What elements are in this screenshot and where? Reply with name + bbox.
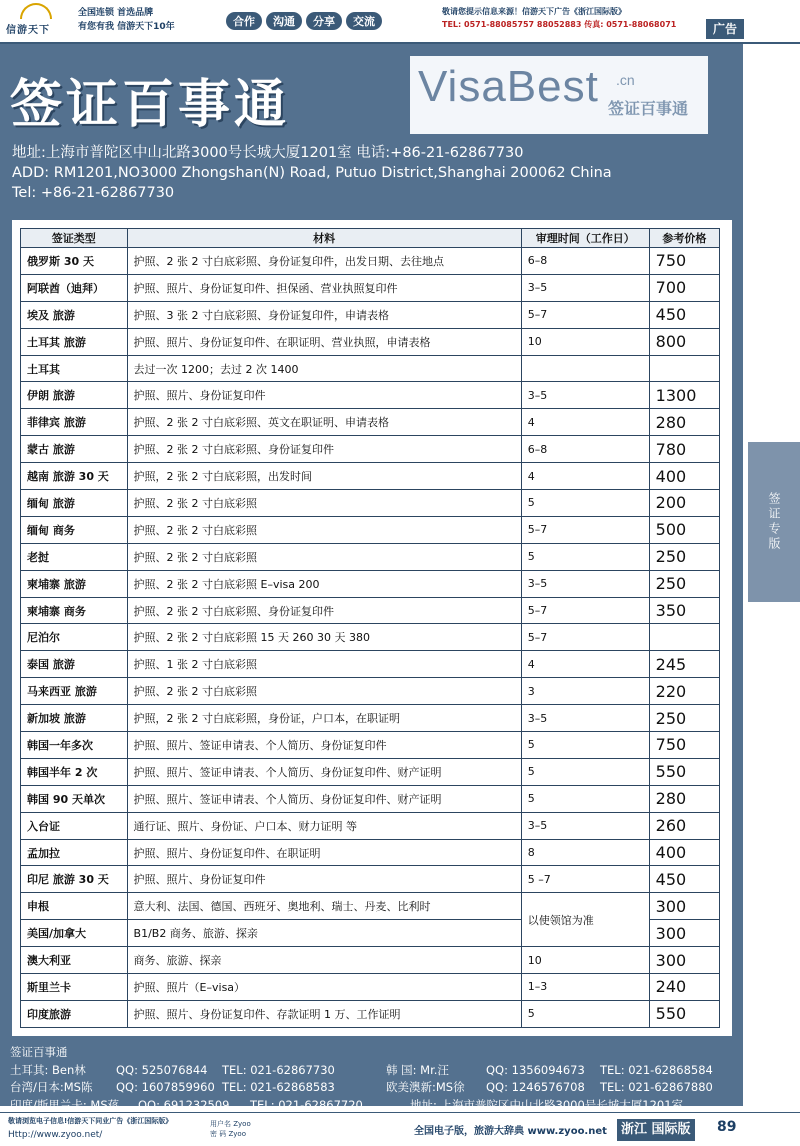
processing-time: 5 bbox=[521, 490, 649, 517]
table-row bbox=[21, 597, 720, 624]
edition-badge: 浙江 国际版 bbox=[617, 1119, 695, 1141]
table-row bbox=[21, 947, 720, 974]
visa-type: 韩国一年多次 bbox=[21, 732, 128, 759]
contact-qq: QQ: 691232509 bbox=[138, 1097, 230, 1112]
header-materials: 材料 bbox=[127, 229, 521, 248]
ad-tag: 广告 bbox=[706, 19, 744, 39]
visabest-subtitle: 签证百事通 bbox=[608, 99, 689, 118]
address-block bbox=[12, 143, 612, 203]
materials: 护照、照片、签证申请表、个人简历、身份证复印件、财产证明 bbox=[127, 785, 521, 812]
table-row bbox=[21, 812, 720, 839]
materials: 护照、1 张 2 寸白底彩照 bbox=[127, 651, 521, 678]
contact-footer bbox=[10, 1044, 735, 1114]
price: 300 bbox=[649, 893, 719, 920]
contact-tel: TEL: 021-62868584 bbox=[600, 1062, 713, 1077]
processing-time bbox=[521, 355, 649, 382]
brand-logo bbox=[6, 3, 64, 37]
price: 1300 bbox=[649, 382, 719, 409]
price: 300 bbox=[649, 920, 719, 947]
pass-value: Zyoo bbox=[228, 1130, 246, 1138]
table-header-row bbox=[21, 229, 720, 248]
visa-type: 菲律宾 旅游 bbox=[21, 409, 128, 436]
slogan-line-2: 有您有我 信游天下10年 bbox=[78, 22, 175, 32]
price: 280 bbox=[649, 409, 719, 436]
price: 400 bbox=[649, 839, 719, 866]
price: 250 bbox=[649, 570, 719, 597]
processing-time: 8 bbox=[521, 839, 649, 866]
materials: 护照、照片、身份证复印件、存款证明 1 万、工作证明 bbox=[127, 1000, 521, 1027]
processing-time: 10 bbox=[521, 947, 649, 974]
materials: 护照，2 张 2 寸白底彩照，身份证，户口本，在职证明 bbox=[127, 705, 521, 732]
login-info bbox=[210, 1119, 251, 1139]
contact-tel: TEL: 021-62867880 bbox=[600, 1080, 713, 1094]
footer-address: 地址: 上海市普陀区中山北路3000号长城大厦1201室 bbox=[410, 1097, 684, 1112]
materials: 护照、照片、身份证复印件 bbox=[127, 866, 521, 893]
main-panel bbox=[0, 44, 743, 1112]
table-row bbox=[21, 543, 720, 570]
contact-name: 台湾/日本:MS陈 bbox=[10, 1080, 93, 1094]
bottom-slogan: 全国电子版，旅游大辞典 www.zyoo.net bbox=[414, 1126, 607, 1137]
contact-qq: QQ: 525076844 bbox=[116, 1062, 208, 1077]
table-row bbox=[21, 974, 720, 1001]
visa-type: 斯里兰卡 bbox=[21, 974, 128, 1001]
pass-label: 密 码 bbox=[210, 1130, 227, 1138]
table-row bbox=[21, 570, 720, 597]
header-notice bbox=[442, 5, 706, 31]
visa-type: 马来西亚 旅游 bbox=[21, 678, 128, 705]
visa-type: 阿联酋（迪拜） bbox=[21, 274, 128, 301]
processing-time: 5 –7 bbox=[521, 866, 649, 893]
visa-type: 缅甸 旅游 bbox=[21, 490, 128, 517]
price: 250 bbox=[649, 705, 719, 732]
visa-type: 尼泊尔 bbox=[21, 624, 128, 651]
materials: 去过一次 1200；去过 2 次 1400 bbox=[127, 355, 521, 382]
price: 750 bbox=[649, 732, 719, 759]
materials: 护照、照片、身份证复印件、担保函、营业执照复印件 bbox=[127, 274, 521, 301]
contact-qq: QQ: 1246576708 bbox=[486, 1080, 585, 1094]
sun-icon bbox=[20, 3, 52, 19]
page-title: 签证百事通 bbox=[10, 75, 291, 135]
materials: 护照，2 张 2 寸白底彩照，出发时间 bbox=[127, 463, 521, 490]
processing-time: 3–5 bbox=[521, 705, 649, 732]
contact-qq: QQ: 1607859960 bbox=[116, 1080, 215, 1094]
materials: 商务、旅游、探亲 bbox=[127, 947, 521, 974]
pill-cooperate: 合作 bbox=[226, 12, 262, 30]
table-row bbox=[21, 651, 720, 678]
table-row bbox=[21, 301, 720, 328]
price bbox=[649, 624, 719, 651]
visabest-logo bbox=[410, 56, 708, 134]
table-row bbox=[21, 839, 720, 866]
visa-type: 柬埔寨 商务 bbox=[21, 597, 128, 624]
contact-name: 印度/斯里兰卡: MS蒋 bbox=[10, 1097, 120, 1112]
visa-type: 入台证 bbox=[21, 812, 128, 839]
materials: 护照、照片、签证申请表、个人简历、身份证复印件 bbox=[127, 732, 521, 759]
visa-table-container bbox=[12, 220, 732, 1036]
address-en: ADD: RM1201,NO3000 Zhongshan(N) Road, Putuo District,Shanghai 200062 China bbox=[12, 165, 612, 181]
contact-tel: TEL: 021-62867720 bbox=[250, 1097, 363, 1112]
visa-type: 土耳其 bbox=[21, 355, 128, 382]
visa-type: 伊朗 旅游 bbox=[21, 382, 128, 409]
user-label: 用户名 bbox=[210, 1120, 231, 1128]
processing-time: 3–5 bbox=[521, 812, 649, 839]
price: 260 bbox=[649, 812, 719, 839]
price: 250 bbox=[649, 543, 719, 570]
contact-tel: TEL: 021-62867730 bbox=[222, 1062, 335, 1077]
slogan-line-1: 全国连锁 首选品牌 bbox=[78, 8, 154, 18]
visa-type: 土耳其 旅游 bbox=[21, 328, 128, 355]
pill-share: 分享 bbox=[306, 12, 342, 30]
processing-time: 10 bbox=[521, 328, 649, 355]
price: 450 bbox=[649, 866, 719, 893]
materials: 护照、照片、身份证复印件 bbox=[127, 382, 521, 409]
visa-type: 老挝 bbox=[21, 543, 128, 570]
visa-type: 越南 旅游 30 天 bbox=[21, 463, 128, 490]
visa-type: 柬埔寨 旅游 bbox=[21, 570, 128, 597]
table-row bbox=[21, 705, 720, 732]
price: 550 bbox=[649, 1000, 719, 1027]
processing-time: 5–7 bbox=[521, 624, 649, 651]
processing-time: 5–7 bbox=[521, 597, 649, 624]
processing-time: 5 bbox=[521, 543, 649, 570]
top-header bbox=[0, 0, 800, 44]
table-row bbox=[21, 866, 720, 893]
page-number: 89 bbox=[717, 1119, 737, 1135]
contact-name: 韩 国: Mr.汪 bbox=[386, 1062, 449, 1077]
processing-time: 3–5 bbox=[521, 570, 649, 597]
contact-qq: QQ: 1356094673 bbox=[486, 1062, 585, 1077]
processing-time: 5 bbox=[521, 785, 649, 812]
price: 200 bbox=[649, 490, 719, 517]
materials: 护照、照片（E–visa） bbox=[127, 974, 521, 1001]
price: 750 bbox=[649, 248, 719, 275]
materials: 护照、2 张 2 寸白底彩照 E–visa 200 bbox=[127, 570, 521, 597]
visa-type: 泰国 旅游 bbox=[21, 651, 128, 678]
processing-time: 3 bbox=[521, 678, 649, 705]
address-tel: Tel: +86-21-62867730 bbox=[12, 185, 175, 201]
processing-time: 3–5 bbox=[521, 274, 649, 301]
visa-type: 印尼 旅游 30 天 bbox=[21, 866, 128, 893]
materials: 护照、2 张 2 寸白底彩照 bbox=[127, 543, 521, 570]
processing-time: 5 bbox=[521, 758, 649, 785]
visabest-wordmark: VisaBest bbox=[418, 62, 599, 111]
processing-time: 5–7 bbox=[521, 516, 649, 543]
table-row bbox=[21, 893, 720, 920]
price: 240 bbox=[649, 974, 719, 1001]
pill-communicate: 沟通 bbox=[266, 12, 302, 30]
visa-type: 申根 bbox=[21, 893, 128, 920]
processing-time: 4 bbox=[521, 463, 649, 490]
contact-name: 欧美澳新:MS徐 bbox=[386, 1080, 465, 1094]
contact-name: 土耳其: Ben林 bbox=[10, 1062, 86, 1077]
visa-type: 孟加拉 bbox=[21, 839, 128, 866]
processing-time: 以使领馆为准 bbox=[521, 893, 649, 947]
processing-time: 4 bbox=[521, 409, 649, 436]
logo-name: 信游天下 bbox=[6, 25, 50, 36]
header-slogan bbox=[78, 6, 228, 34]
materials: B1/B2 商务、旅游、探亲 bbox=[127, 920, 521, 947]
table-row bbox=[21, 678, 720, 705]
price: 400 bbox=[649, 463, 719, 490]
materials: 通行证、照片、身份证、户口本、财力证明 等 bbox=[127, 812, 521, 839]
table-row bbox=[21, 785, 720, 812]
header-processing-time: 审理时间（工作日） bbox=[521, 229, 649, 248]
materials: 护照、照片、身份证复印件、在职证明 bbox=[127, 839, 521, 866]
materials: 护照、2 张 2 寸白底彩照 15 天 260 30 天 380 bbox=[127, 624, 521, 651]
visa-type: 澳大利亚 bbox=[21, 947, 128, 974]
visa-type: 俄罗斯 30 天 bbox=[21, 248, 128, 275]
price: 800 bbox=[649, 328, 719, 355]
materials: 护照、2 张 2 寸白底彩照 bbox=[127, 516, 521, 543]
visa-type: 印度旅游 bbox=[21, 1000, 128, 1027]
materials: 护照、2 张 2 寸白底彩照、身份证复印件 bbox=[127, 597, 521, 624]
price: 550 bbox=[649, 758, 719, 785]
visa-type: 新加坡 旅游 bbox=[21, 705, 128, 732]
price: 245 bbox=[649, 651, 719, 678]
tag-pills bbox=[226, 12, 382, 30]
price bbox=[649, 355, 719, 382]
table-row bbox=[21, 624, 720, 651]
address-cn: 地址:上海市普陀区中山北路3000号长城大厦1201室 电话:+86-21-62867730 bbox=[12, 145, 524, 161]
visabest-domain: .cn bbox=[616, 72, 635, 88]
materials: 护照、3 张 2 寸白底彩照、身份证复印件，申请表格 bbox=[127, 301, 521, 328]
side-section-tab: 签证专版 bbox=[748, 442, 800, 602]
notice-line-2: TEL: 0571-88085757 88052883 传真: 0571-88068071 bbox=[442, 20, 677, 29]
price: 700 bbox=[649, 274, 719, 301]
visa-type: 韩国半年 2 次 bbox=[21, 758, 128, 785]
visa-type: 埃及 旅游 bbox=[21, 301, 128, 328]
processing-time: 6–8 bbox=[521, 248, 649, 275]
price: 350 bbox=[649, 597, 719, 624]
table-row bbox=[21, 732, 720, 759]
materials: 护照、照片、身份证复印件、在职证明、营业执照，申请表格 bbox=[127, 328, 521, 355]
price: 300 bbox=[649, 947, 719, 974]
processing-time: 4 bbox=[521, 651, 649, 678]
processing-time: 1–3 bbox=[521, 974, 649, 1001]
materials: 护照、2 张 2 寸白底彩照 bbox=[127, 490, 521, 517]
company-name: 签证百事通 bbox=[10, 1045, 68, 1059]
processing-time: 3–5 bbox=[521, 382, 649, 409]
visa-type: 缅甸 商务 bbox=[21, 516, 128, 543]
bottom-notice: 敬请浏览电子信息!信游天下同业广告《浙江国际版》 bbox=[8, 1117, 173, 1125]
visa-type: 美国/加拿大 bbox=[21, 920, 128, 947]
table-row bbox=[21, 463, 720, 490]
price: 780 bbox=[649, 436, 719, 463]
table-row bbox=[21, 355, 720, 382]
materials: 护照、2 张 2 寸白底彩照、身份证复印件，出发日期、去往地点 bbox=[127, 248, 521, 275]
processing-time: 5 bbox=[521, 1000, 649, 1027]
table-row bbox=[21, 490, 720, 517]
table-row bbox=[21, 758, 720, 785]
table-row bbox=[21, 382, 720, 409]
contact-tel: TEL: 021-62868583 bbox=[222, 1080, 335, 1094]
table-row bbox=[21, 436, 720, 463]
price: 220 bbox=[649, 678, 719, 705]
price: 280 bbox=[649, 785, 719, 812]
table-row bbox=[21, 409, 720, 436]
materials: 护照、2 张 2 寸白底彩照 bbox=[127, 678, 521, 705]
website-link[interactable]: Http://www.zyoo.net/ bbox=[8, 1130, 103, 1140]
header-price: 参考价格 bbox=[649, 229, 719, 248]
table-row bbox=[21, 516, 720, 543]
header-visa-type: 签证类型 bbox=[21, 229, 128, 248]
notice-line-1: 敬请您提示信息来源！信游天下广告《浙江国际版》 bbox=[442, 7, 626, 16]
materials: 护照、2 张 2 寸白底彩照、身份证复印件 bbox=[127, 436, 521, 463]
visa-price-table bbox=[20, 228, 720, 1028]
materials: 护照、照片、签证申请表、个人简历、身份证复印件、财产证明 bbox=[127, 758, 521, 785]
table-row bbox=[21, 274, 720, 301]
table-row bbox=[21, 1000, 720, 1027]
visa-type: 韩国 90 天单次 bbox=[21, 785, 128, 812]
materials: 护照、2 张 2 寸白底彩照、英文在职证明、申请表格 bbox=[127, 409, 521, 436]
processing-time: 6–8 bbox=[521, 436, 649, 463]
visa-type: 蒙古 旅游 bbox=[21, 436, 128, 463]
materials: 意大利、法国、德国、西班牙、奥地利、瑞士、丹麦、比利时 bbox=[127, 893, 521, 920]
processing-time: 5 bbox=[521, 732, 649, 759]
processing-time: 5–7 bbox=[521, 301, 649, 328]
price: 500 bbox=[649, 516, 719, 543]
table-row bbox=[21, 248, 720, 275]
price: 450 bbox=[649, 301, 719, 328]
table-row bbox=[21, 328, 720, 355]
bottom-bar bbox=[0, 1112, 800, 1146]
user-value: Zyoo bbox=[233, 1120, 251, 1128]
pill-exchange: 交流 bbox=[346, 12, 382, 30]
